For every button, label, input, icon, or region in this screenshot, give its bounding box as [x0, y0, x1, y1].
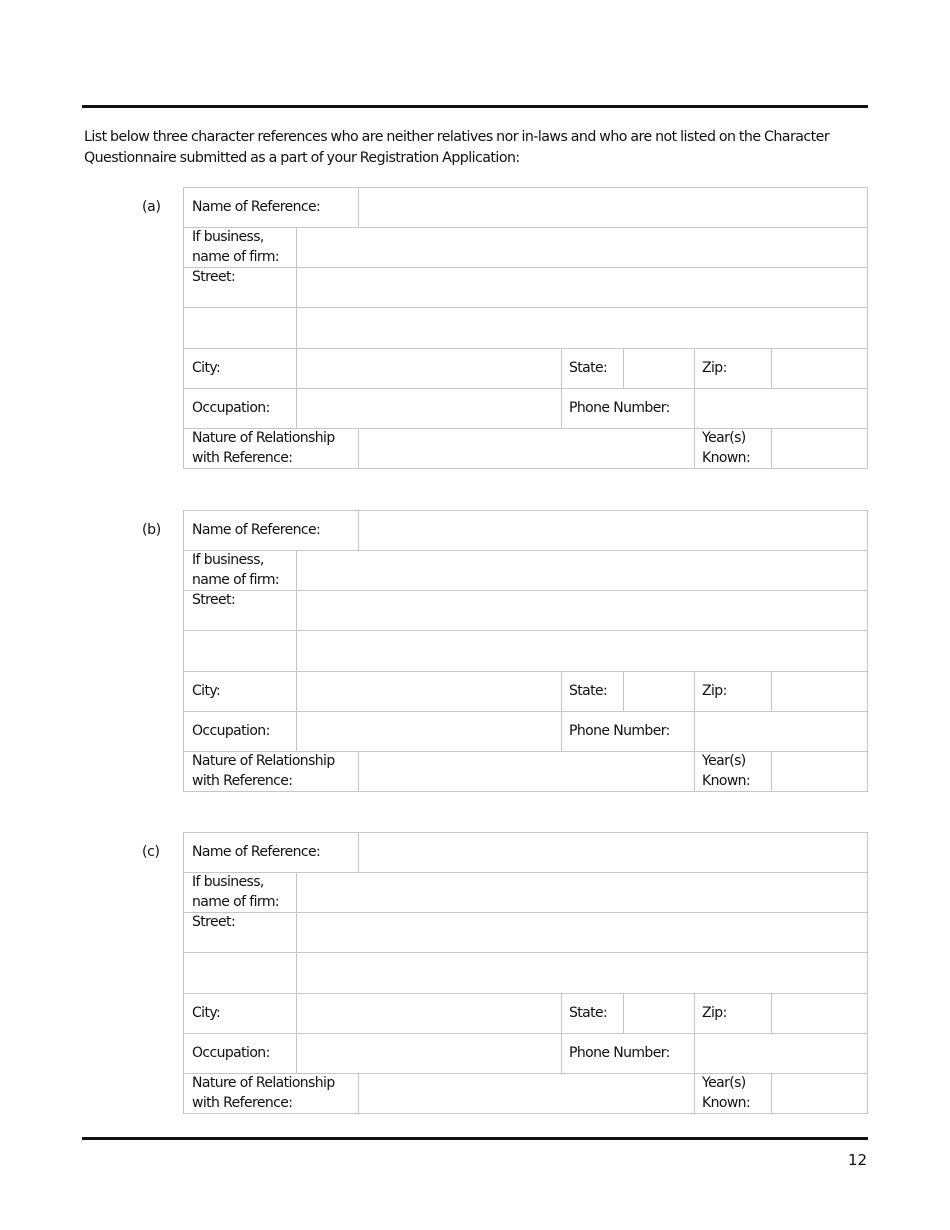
firm-name-label: If business, name of firm:: [192, 229, 279, 265]
reference-table: [183, 832, 868, 1116]
relationship-field[interactable]: [358, 1074, 695, 1113]
state-label-cell: [561, 994, 624, 1033]
relationship-label: Nature of Relationship with Reference:: [192, 1075, 335, 1111]
section-letter: (b): [142, 522, 161, 538]
row-street: [183, 267, 868, 308]
row-street-line-2: [183, 307, 868, 349]
name-of-reference-label: Name of Reference:: [192, 844, 321, 860]
street-line-2-blank: [184, 631, 296, 671]
city-label: City:: [192, 360, 221, 376]
city-label: City:: [192, 1005, 221, 1021]
firm-name-field[interactable]: [296, 551, 867, 590]
street-field[interactable]: [296, 913, 867, 952]
phone-number-field[interactable]: [694, 1034, 867, 1073]
years-known-label-cell: [694, 752, 772, 791]
firm-name-field[interactable]: [296, 873, 867, 912]
row-street: [183, 590, 868, 631]
zip-label: Zip:: [702, 360, 727, 376]
city-field[interactable]: [296, 349, 562, 388]
zip-label-cell: [694, 672, 772, 711]
years-known-field[interactable]: [771, 752, 867, 791]
phone-number-label: Phone Number:: [569, 723, 670, 739]
occupation-field[interactable]: [296, 712, 562, 751]
row-city-state-zip: [183, 348, 868, 389]
firm-name-label: If business, name of firm:: [192, 552, 279, 588]
years-known-label-cell: [694, 1074, 772, 1113]
street-line-2-field[interactable]: [296, 953, 867, 993]
row-city-state-zip: [183, 671, 868, 712]
name-of-reference-field[interactable]: [358, 511, 867, 550]
years-known-label-cell: [694, 429, 772, 468]
years-known-field[interactable]: [771, 1074, 867, 1113]
phone-number-label: Phone Number:: [569, 1045, 670, 1061]
firm-name-field[interactable]: [296, 228, 867, 267]
relationship-field[interactable]: [358, 429, 695, 468]
street-line-2-blank: [184, 953, 296, 993]
relationship-field[interactable]: [358, 752, 695, 791]
row-street: [183, 912, 868, 953]
street-field[interactable]: [296, 268, 867, 307]
state-label: State:: [569, 360, 608, 376]
row-occupation-phone: [183, 1033, 868, 1074]
name-of-reference-label: Name of Reference:: [192, 522, 321, 538]
reference-section-2: [0, 832, 950, 1116]
row-street-line-2: [183, 630, 868, 672]
state-field[interactable]: [623, 349, 695, 388]
years-known-label: Year(s) Known:: [702, 1075, 751, 1111]
street-field[interactable]: [296, 591, 867, 630]
occupation-field[interactable]: [296, 1034, 562, 1073]
city-field[interactable]: [296, 672, 562, 711]
occupation-label: Occupation:: [192, 723, 270, 739]
row-street-line-2: [183, 952, 868, 994]
street-label: Street:: [192, 592, 236, 608]
name-of-reference-label: Name of Reference:: [192, 199, 321, 215]
years-known-label: Year(s) Known:: [702, 430, 751, 466]
phone-number-field[interactable]: [694, 389, 867, 428]
state-field[interactable]: [623, 672, 695, 711]
relationship-label: Nature of Relationship with Reference:: [192, 430, 335, 466]
row-relationship-years: [183, 428, 868, 469]
zip-field[interactable]: [771, 349, 867, 388]
section-letter: (a): [142, 199, 161, 215]
state-label: State:: [569, 683, 608, 699]
relationship-label: Nature of Relationship with Reference:: [192, 753, 335, 789]
row-city-state-zip: [183, 993, 868, 1034]
row-occupation-phone: [183, 711, 868, 752]
phone-number-field[interactable]: [694, 712, 867, 751]
row-name-of-reference: [183, 832, 868, 873]
section-letter: (c): [142, 844, 160, 860]
name-of-reference-field[interactable]: [358, 833, 867, 872]
reference-section-0: [0, 187, 950, 471]
street-label: Street:: [192, 914, 236, 930]
reference-table: [183, 187, 868, 471]
occupation-field[interactable]: [296, 389, 562, 428]
row-name-of-reference: [183, 187, 868, 228]
years-known-label: Year(s) Known:: [702, 753, 751, 789]
city-field[interactable]: [296, 994, 562, 1033]
top-rule: [82, 105, 868, 108]
state-label: State:: [569, 1005, 608, 1021]
row-relationship-years: [183, 1073, 868, 1114]
page-number: 12: [848, 1151, 868, 1169]
bottom-rule: [82, 1137, 868, 1140]
zip-label-cell: [694, 349, 772, 388]
phone-number-label: Phone Number:: [569, 400, 670, 416]
city-label: City:: [192, 683, 221, 699]
state-label-cell: [561, 349, 624, 388]
phone-label-cell: [561, 1034, 695, 1073]
state-label-cell: [561, 672, 624, 711]
row-firm-name: [183, 227, 868, 268]
reference-table: [183, 510, 868, 794]
street-line-2-blank: [184, 308, 296, 348]
zip-label-cell: [694, 994, 772, 1033]
reference-section-1: [0, 510, 950, 794]
street-line-2-field[interactable]: [296, 308, 867, 348]
row-firm-name: [183, 550, 868, 591]
zip-label: Zip:: [702, 1005, 727, 1021]
row-occupation-phone: [183, 388, 868, 429]
zip-field[interactable]: [771, 672, 867, 711]
zip-label: Zip:: [702, 683, 727, 699]
row-name-of-reference: [183, 510, 868, 551]
firm-name-label: If business, name of firm:: [192, 874, 279, 910]
years-known-field[interactable]: [771, 429, 867, 468]
row-firm-name: [183, 872, 868, 913]
zip-field[interactable]: [771, 994, 867, 1033]
phone-label-cell: [561, 712, 695, 751]
state-field[interactable]: [623, 994, 695, 1033]
street-line-2-field[interactable]: [296, 631, 867, 671]
row-relationship-years: [183, 751, 868, 792]
occupation-label: Occupation:: [192, 400, 270, 416]
phone-label-cell: [561, 389, 695, 428]
name-of-reference-field[interactable]: [358, 188, 867, 227]
instructions-text: List below three character references who are neither relatives nor in-laws and who are not listed on the Character Questionnaire submitted as a part of your Registration Application:: [84, 129, 830, 166]
occupation-label: Occupation:: [192, 1045, 270, 1061]
street-label: Street:: [192, 269, 236, 285]
